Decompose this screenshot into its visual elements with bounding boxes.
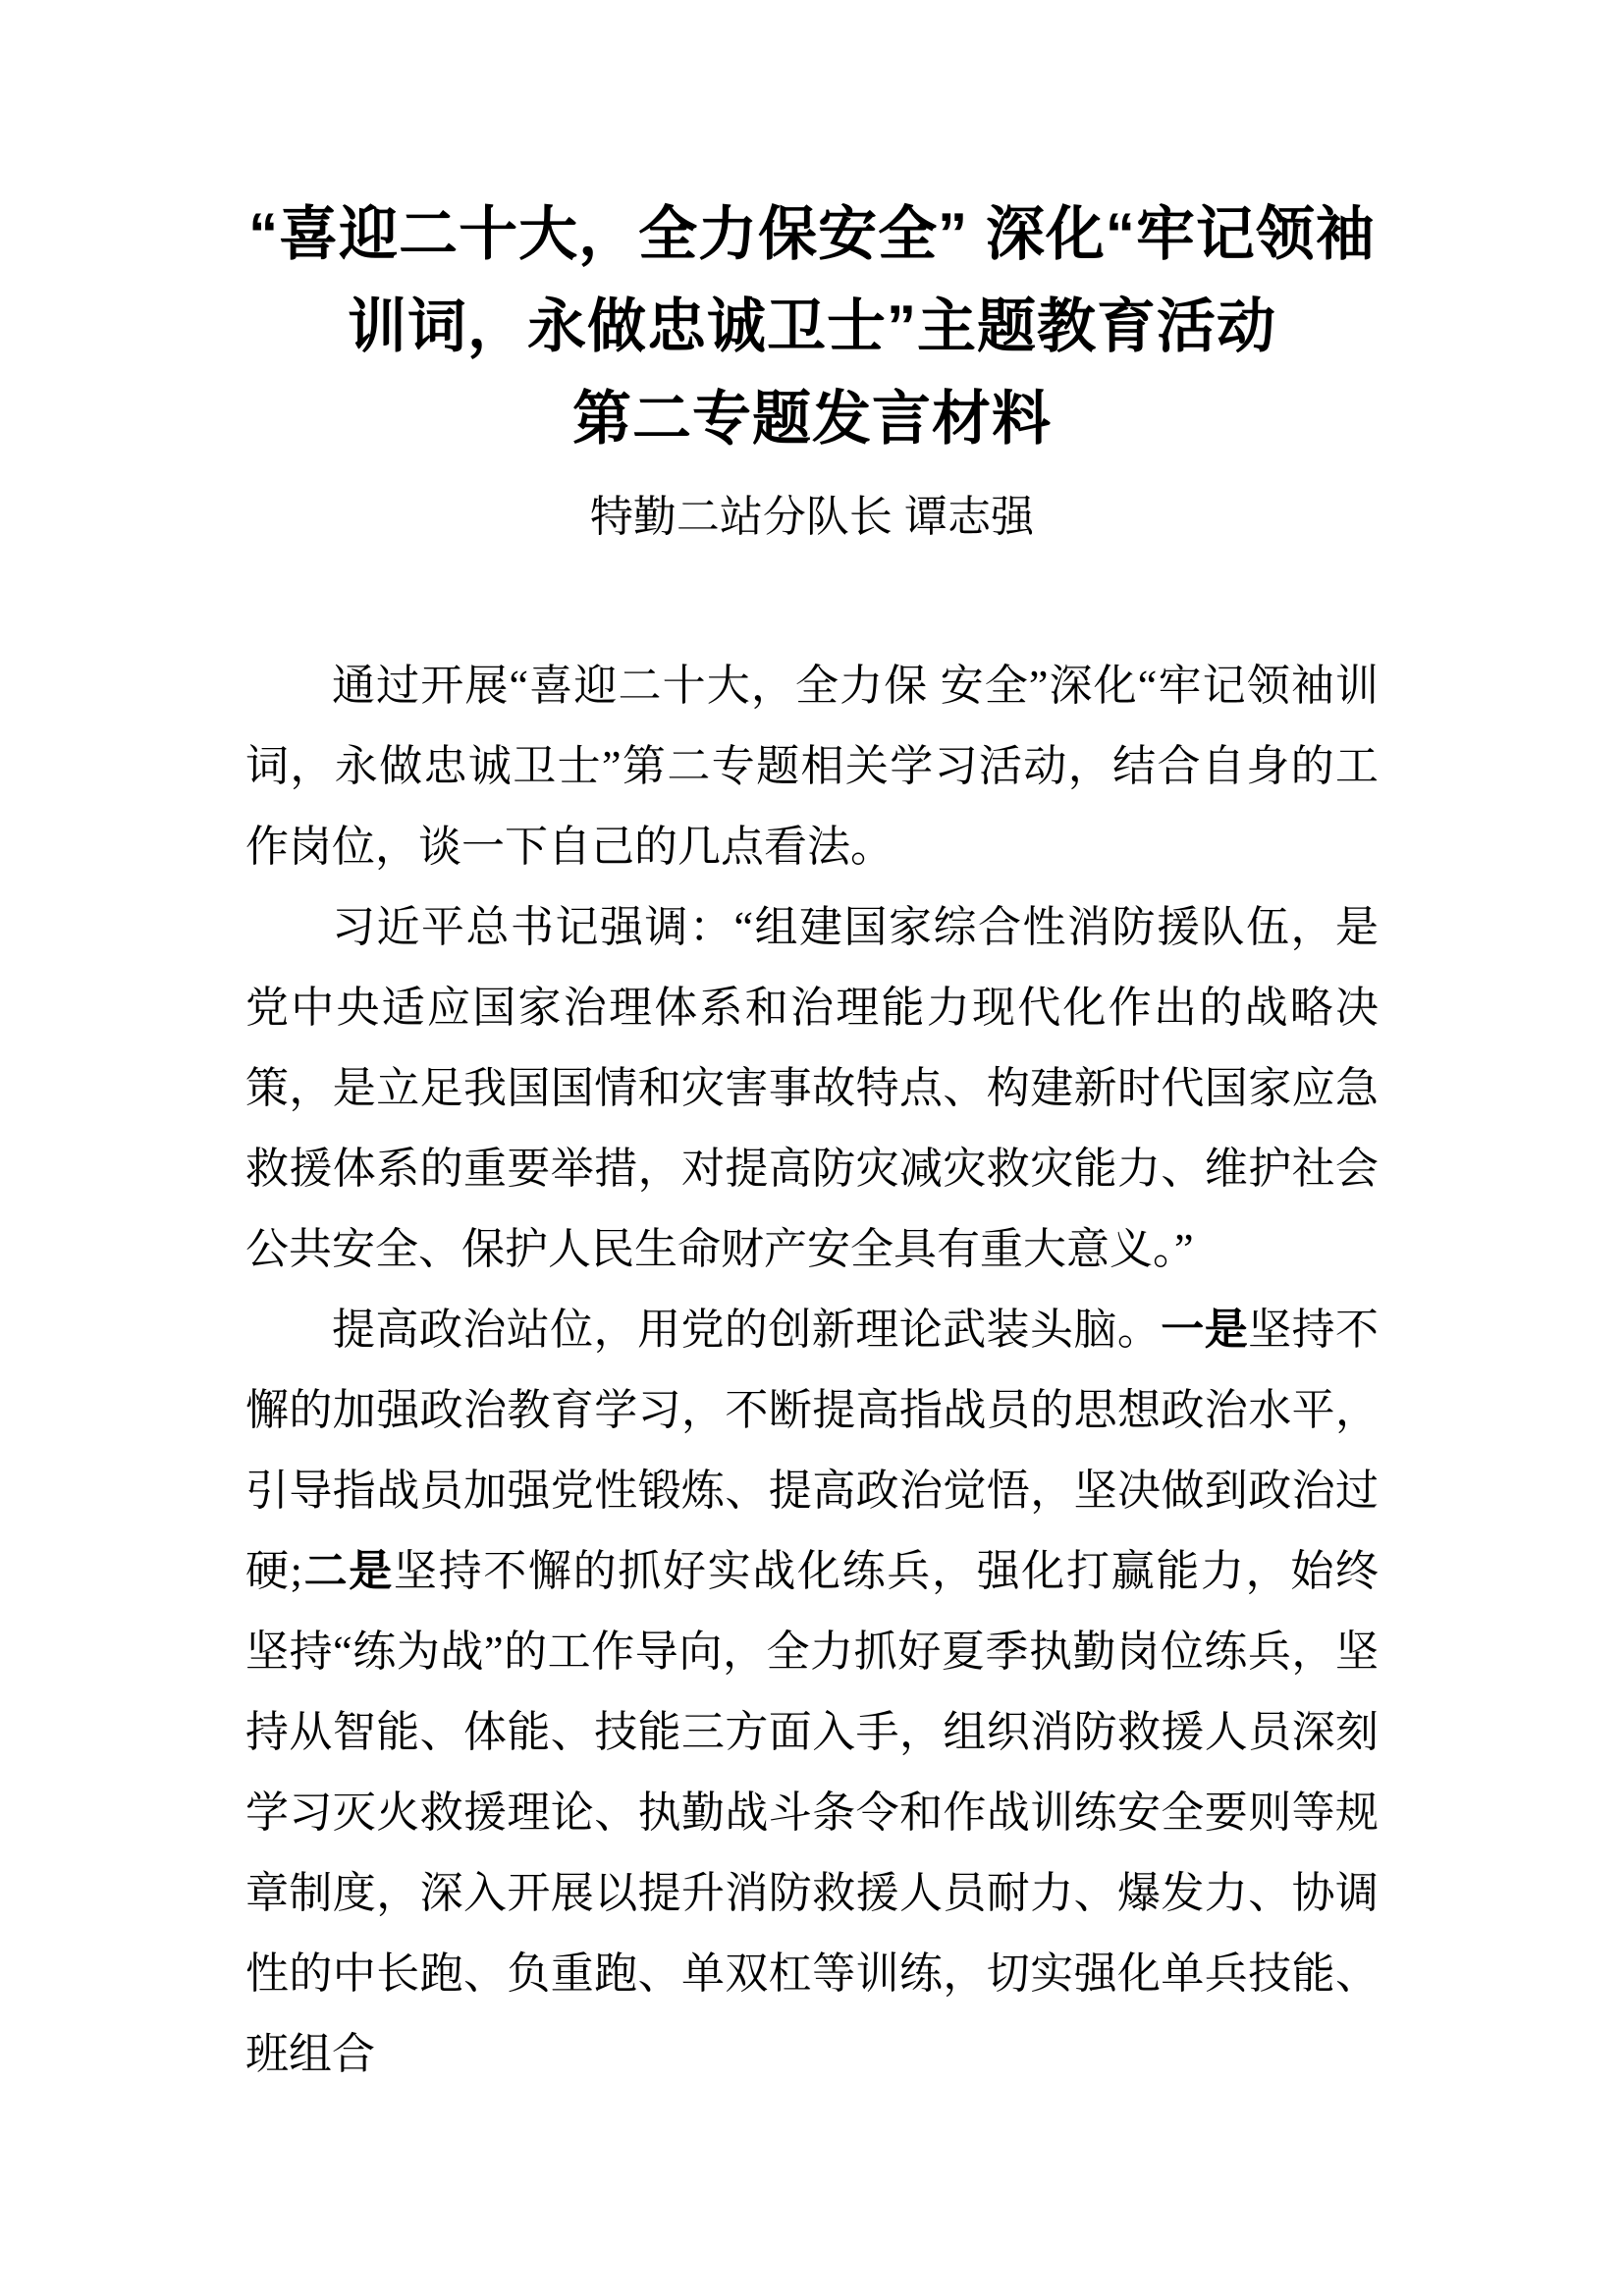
document-author: 特勤二站分队长 谭志强 <box>589 493 1035 541</box>
document-title-line-2: 训词，永做忠诚卫士”主题教育活动 <box>348 294 1276 359</box>
document-title <box>245 188 1379 465</box>
document-title-line-3: 第二专题发言材料 <box>572 386 1052 452</box>
text-run: 通过开展“喜迎二十大，全力保 安全”深化“牢记领袖训词，永做忠诚卫士”第二专题相关学习活动，结合自身的工作岗位，谈一下自己的几点看法。 <box>245 662 1379 871</box>
text-run: 习近平总书记强调：“组建国家综合性消防援队伍，是党中央适应国家治理体系和治理能力现代化作出的战略决策，是立足我国国情和灾害事故特点、构建新时代国家应急救援体系的重要举措，对提高防灾减灾救灾能力、维护社会公共安全、保护人民生命财产安全具有重大意义。” <box>245 903 1379 1273</box>
bold-text-run: 一是 <box>1161 1306 1249 1354</box>
text-run: 坚持不懈的加强政治教育学习，不断提高指战员的思想政治水平，引导指战员加强党性锻炼、提高政治觉悟，坚决做到政治过硬; <box>245 1306 1380 1595</box>
paragraph <box>245 646 1379 887</box>
text-run: 提高政治站位，用党的创新理论武装头脑。 <box>332 1306 1162 1354</box>
document-title-line-1: “喜迎二十大，全力保安全” 深化“牢记领袖 <box>248 201 1376 267</box>
paragraph <box>245 887 1379 1290</box>
paragraph <box>245 1290 1379 2095</box>
text-run: 坚持不懈的抓好实战化练兵，强化打赢能力，始终坚持“练为战”的工作导向，全力抓好夏季执勤岗位练兵，坚持从智能、体能、技能三方面入手，组织消防救援人员深刻学习灭火救援理论、执勤战斗条令和作战训练安全要则等规章制度，深入开展以提升消防救援人员耐力、爆发力、协调性的中长跑、负重跑、单双杠等训练，切实强化单兵技能、班组合 <box>245 1547 1380 2078</box>
bold-text-run: 二是 <box>301 1547 394 1595</box>
document-body <box>245 646 1379 2095</box>
